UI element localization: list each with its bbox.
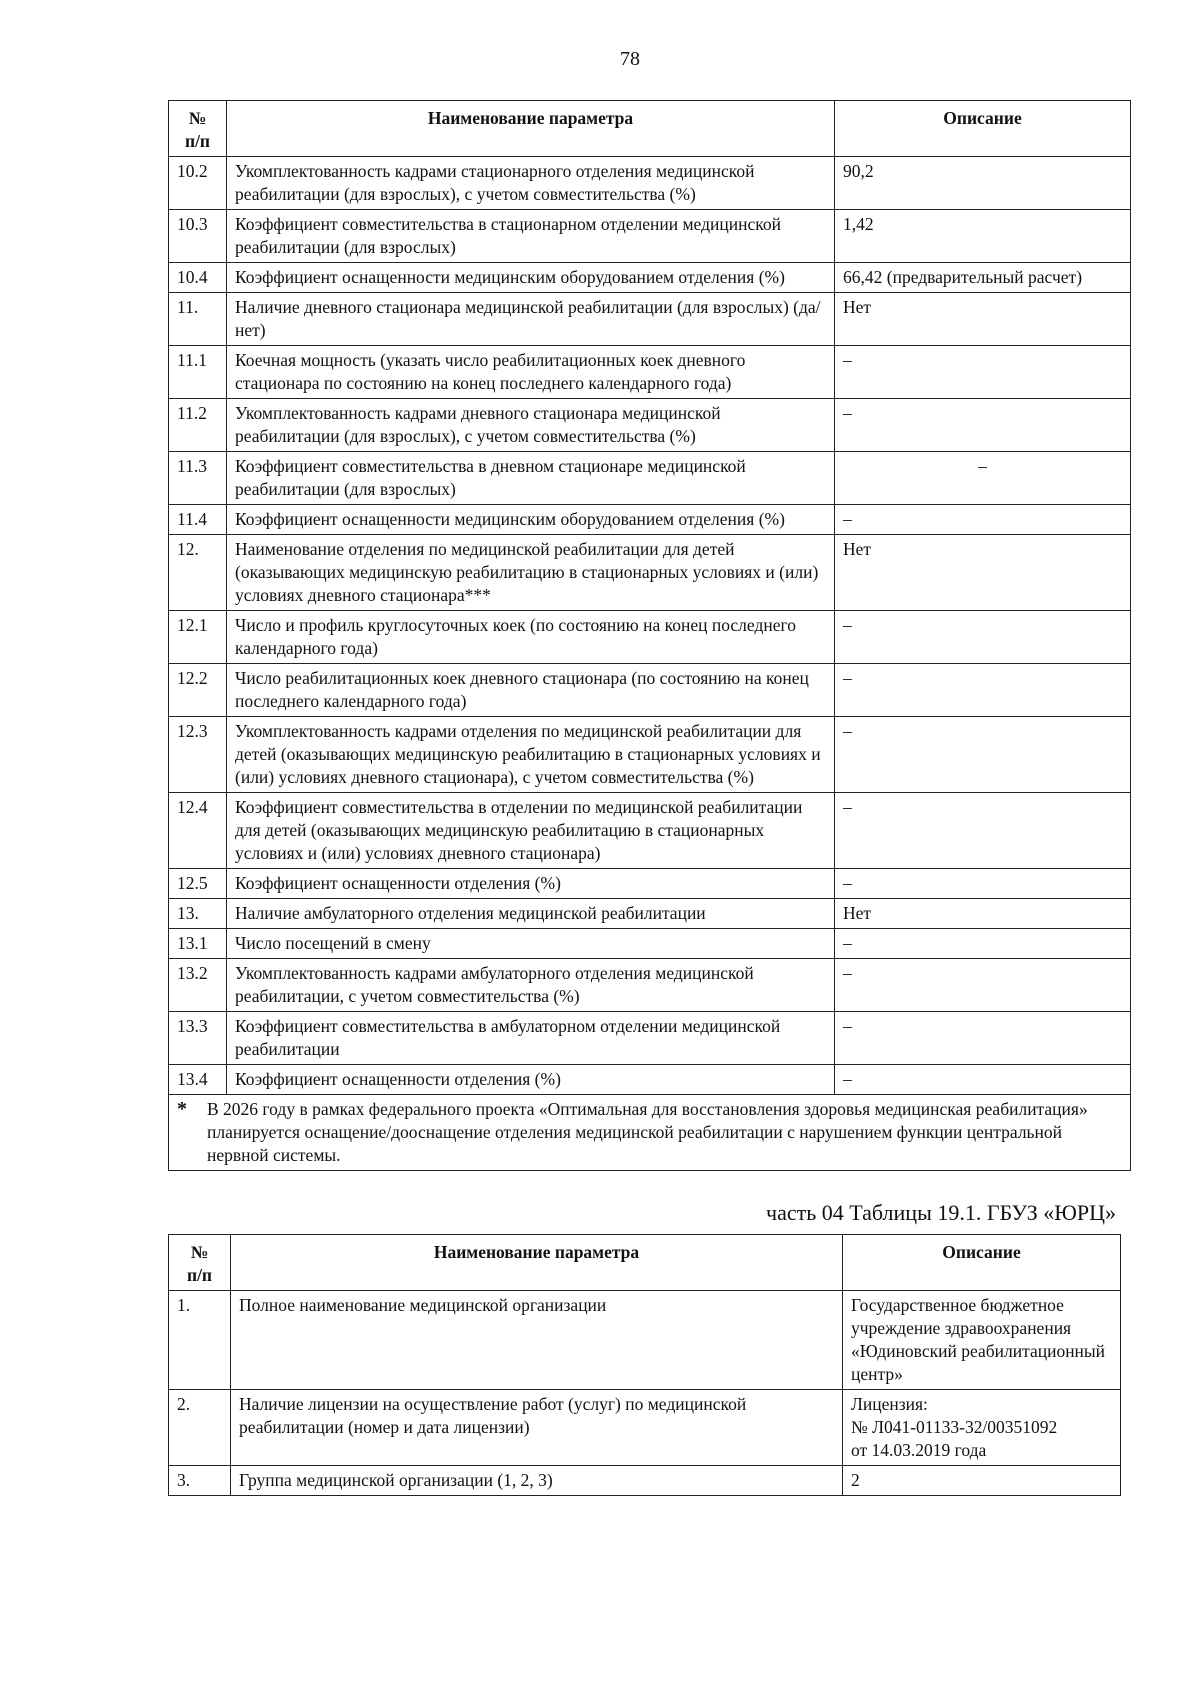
row-parameter: Число и профиль круглосуточных коек (по состоянию на конец последнего календарного года) (227, 611, 835, 664)
row-number: 2. (169, 1390, 231, 1466)
table-row (169, 929, 1131, 959)
row-description: 1,42 (835, 210, 1131, 263)
table-row (169, 1390, 1121, 1466)
row-description: – (835, 869, 1131, 899)
row-parameter: Укомплектованность кадрами стационарного отделения медицинской реабилитации (для взрослых), с учетом совместительства (%) (227, 157, 835, 210)
row-description: Нет (835, 535, 1131, 611)
table-row (169, 535, 1131, 611)
row-description: – (835, 1012, 1131, 1065)
row-number: 11.3 (169, 452, 227, 505)
row-number: 12.3 (169, 717, 227, 793)
table-row (169, 664, 1131, 717)
row-parameter: Коэффициент оснащенности медицинским оборудованием отделения (%) (227, 505, 835, 535)
row-description: – (835, 399, 1131, 452)
row-parameter: Коэффициент совместительства в амбулаторном отделении медицинской реабилитации (227, 1012, 835, 1065)
table-caption: часть 04 Таблицы 19.1. ГБУЗ «ЮРЦ» (766, 1200, 1116, 1225)
table-row (169, 959, 1131, 1012)
row-number: 13.1 (169, 929, 227, 959)
table-row (169, 399, 1131, 452)
footnote (169, 1095, 1131, 1171)
row-number: 10.4 (169, 263, 227, 293)
table-row (169, 899, 1131, 929)
table-row (169, 869, 1131, 899)
row-parameter: Число реабилитационных коек дневного стационара (по состоянию на конец последнего календарного года) (227, 664, 835, 717)
row-description: – (835, 1065, 1131, 1095)
page-number: 78 (620, 48, 640, 70)
header-parameter: Наименование параметра (227, 101, 835, 157)
table-row (169, 611, 1131, 664)
row-description: – (835, 959, 1131, 1012)
row-description: Государственное бюджетное учреждение здравоохранения «Юдиновский реабилитационный центр» (843, 1291, 1121, 1390)
table-row (169, 1012, 1131, 1065)
row-parameter: Коэффициент совместительства в стационарном отделении медицинской реабилитации (для взрослых) (227, 210, 835, 263)
row-number: 12.1 (169, 611, 227, 664)
row-description: – (835, 346, 1131, 399)
footnote-text: В 2026 году в рамках федерального проекта «Оптимальная для восстановления здоровья медицинская реабилитация» планируется оснащение/дооснащение отделения медицинской реабилитации с нарушением функции центральной нервной системы. (207, 1099, 1088, 1165)
row-number: 12.4 (169, 793, 227, 869)
table-header-row (169, 101, 1131, 157)
row-number: 11. (169, 293, 227, 346)
row-parameter: Наличие дневного стационара медицинской реабилитации (для взрослых) (да/нет) (227, 293, 835, 346)
row-parameter: Укомплектованность кадрами отделения по медицинской реабилитации для детей (оказывающих медицинскую реабилитацию в стационарных условиях и (или) условиях дневного стационара), с учетом совместительства (%) (227, 717, 835, 793)
row-parameter: Наименование отделения по медицинской реабилитации для детей (оказывающих медицинскую реабилитацию в стационарных условиях и (или) условиях дневного стационара*** (227, 535, 835, 611)
row-parameter: Полное наименование медицинской организации (231, 1291, 843, 1390)
row-parameter: Наличие амбулаторного отделения медицинской реабилитации (227, 899, 835, 929)
row-number: 12. (169, 535, 227, 611)
table-row (169, 717, 1131, 793)
table-row (169, 293, 1131, 346)
row-description: – (835, 717, 1131, 793)
table-row (169, 1065, 1131, 1095)
row-number: 1. (169, 1291, 231, 1390)
row-number: 12.2 (169, 664, 227, 717)
footnote-row (169, 1095, 1131, 1171)
table-row (169, 1466, 1121, 1496)
row-description: – (835, 929, 1131, 959)
row-parameter: Укомплектованность кадрами амбулаторного отделения медицинской реабилитации, с учетом совместительства (%) (227, 959, 835, 1012)
row-parameter: Коэффициент оснащенности медицинским оборудованием отделения (%) (227, 263, 835, 293)
header-number: № п/п (169, 1235, 231, 1291)
table-row (169, 1291, 1121, 1390)
row-number: 13.4 (169, 1065, 227, 1095)
parameters-table (168, 100, 1131, 1171)
row-description: 66,42 (предварительный расчет) (835, 263, 1131, 293)
row-parameter: Число посещений в смену (227, 929, 835, 959)
row-parameter: Укомплектованность кадрами дневного стационара медицинской реабилитации (для взрослых), с учетом совместительства (%) (227, 399, 835, 452)
row-number: 13.2 (169, 959, 227, 1012)
row-number: 10.2 (169, 157, 227, 210)
header-description: Описание (843, 1235, 1121, 1291)
row-description: Нет (835, 293, 1131, 346)
table-row (169, 210, 1131, 263)
row-description: – (835, 664, 1131, 717)
row-description: – (835, 505, 1131, 535)
header-parameter: Наименование параметра (231, 1235, 843, 1291)
header-description: Описание (835, 101, 1131, 157)
row-parameter: Наличие лицензии на осуществление работ (услуг) по медицинской реабилитации (номер и дата лицензии) (231, 1390, 843, 1466)
row-number: 10.3 (169, 210, 227, 263)
row-number: 11.2 (169, 399, 227, 452)
table-row (169, 793, 1131, 869)
row-parameter: Коэффициент совместительства в отделении по медицинской реабилитации для детей (оказывающих медицинскую реабилитацию в стационарных условиях и (или) условиях дневного стационара) (227, 793, 835, 869)
row-number: 13. (169, 899, 227, 929)
row-description: Лицензия: № Л041-01133-32/00351092 от 14.03.2019 года (843, 1390, 1121, 1466)
table-row (169, 505, 1131, 535)
row-number: 11.1 (169, 346, 227, 399)
table-row (169, 157, 1131, 210)
header-number: № п/п (169, 101, 227, 157)
row-description: – (835, 611, 1131, 664)
row-parameter: Коэффициент оснащенности отделения (%) (227, 1065, 835, 1095)
table-row (169, 346, 1131, 399)
row-number: 11.4 (169, 505, 227, 535)
row-description: 90,2 (835, 157, 1131, 210)
row-number: 13.3 (169, 1012, 227, 1065)
row-parameter: Коэффициент оснащенности отделения (%) (227, 869, 835, 899)
row-parameter: Коэффициент совместительства в дневном стационаре медицинской реабилитации (для взрослых) (227, 452, 835, 505)
row-description: – (835, 452, 1131, 505)
row-number: 3. (169, 1466, 231, 1496)
footnote-asterisk: * (177, 1098, 187, 1120)
row-number: 12.5 (169, 869, 227, 899)
row-parameter: Коечная мощность (указать число реабилитационных коек дневного стационара по состоянию на конец последнего календарного года) (227, 346, 835, 399)
table-header-row (169, 1235, 1121, 1291)
row-description: Нет (835, 899, 1131, 929)
table-row (169, 263, 1131, 293)
row-parameter: Группа медицинской организации (1, 2, 3) (231, 1466, 843, 1496)
row-description: – (835, 793, 1131, 869)
organization-table (168, 1234, 1121, 1496)
table-row (169, 452, 1131, 505)
row-description: 2 (843, 1466, 1121, 1496)
